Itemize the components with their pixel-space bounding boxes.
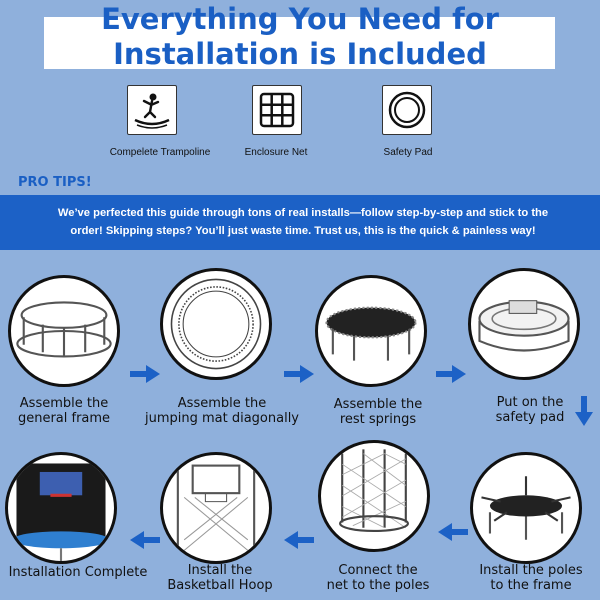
arrow-right-icon [434,362,468,386]
pro-tips-line1: We’ve perfected this guide through tons of real installs—follow step-by-step and stick to the [57,207,549,219]
arrow-down-icon [572,394,596,428]
step-7-label: Install the Basketball Hoop [167,563,273,593]
page-title-line2: Installation is Included [113,37,487,71]
pro-tips-text [10,204,596,240]
page-title-line1: Everything You Need for [101,2,499,36]
safety-pad-ring-icon [382,85,432,135]
page-title [0,2,600,72]
step-2-mat-image [160,268,272,380]
arrow-left-icon [128,528,162,552]
arrow-right-icon [128,362,162,386]
arrow-left-icon [436,520,470,544]
trampoline-icon [127,85,177,135]
step-8-label: Installation Complete [8,565,148,580]
step-1-frame-image [8,275,120,387]
step-6-label: Connect the net to the poles [326,563,430,593]
step-7-hoop-image [160,452,272,564]
step-5-poles-image [470,452,582,564]
included-item-label: Enclosure Net [244,147,308,158]
arrow-left-icon [282,528,316,552]
step-1-label: Assemble the general frame [17,396,111,426]
pro-tips-heading: PRO TIPS! [18,175,92,190]
step-3-springs-image [315,275,427,387]
step-4-safety-pad-image [468,268,580,380]
net-grid-icon [252,85,302,135]
step-6-net-image [318,440,430,552]
included-item-label: Safety Pad [383,147,433,158]
step-5-label: Install the poles to the frame [479,563,583,593]
arrow-right-icon [282,362,316,386]
step-4-label: Put on the safety pad [495,395,565,425]
step-3-label: Assemble the rest springs [333,397,423,427]
step-8-complete-image [5,452,117,564]
pro-tips-line2: order! Skipping steps? You’ll just waste time. Trust us, this is the quick & painless way! [70,225,536,237]
included-item-label: Compelete Trampoline [109,147,211,158]
step-2-label: Assemble the jumping mat diagonally [144,396,300,426]
